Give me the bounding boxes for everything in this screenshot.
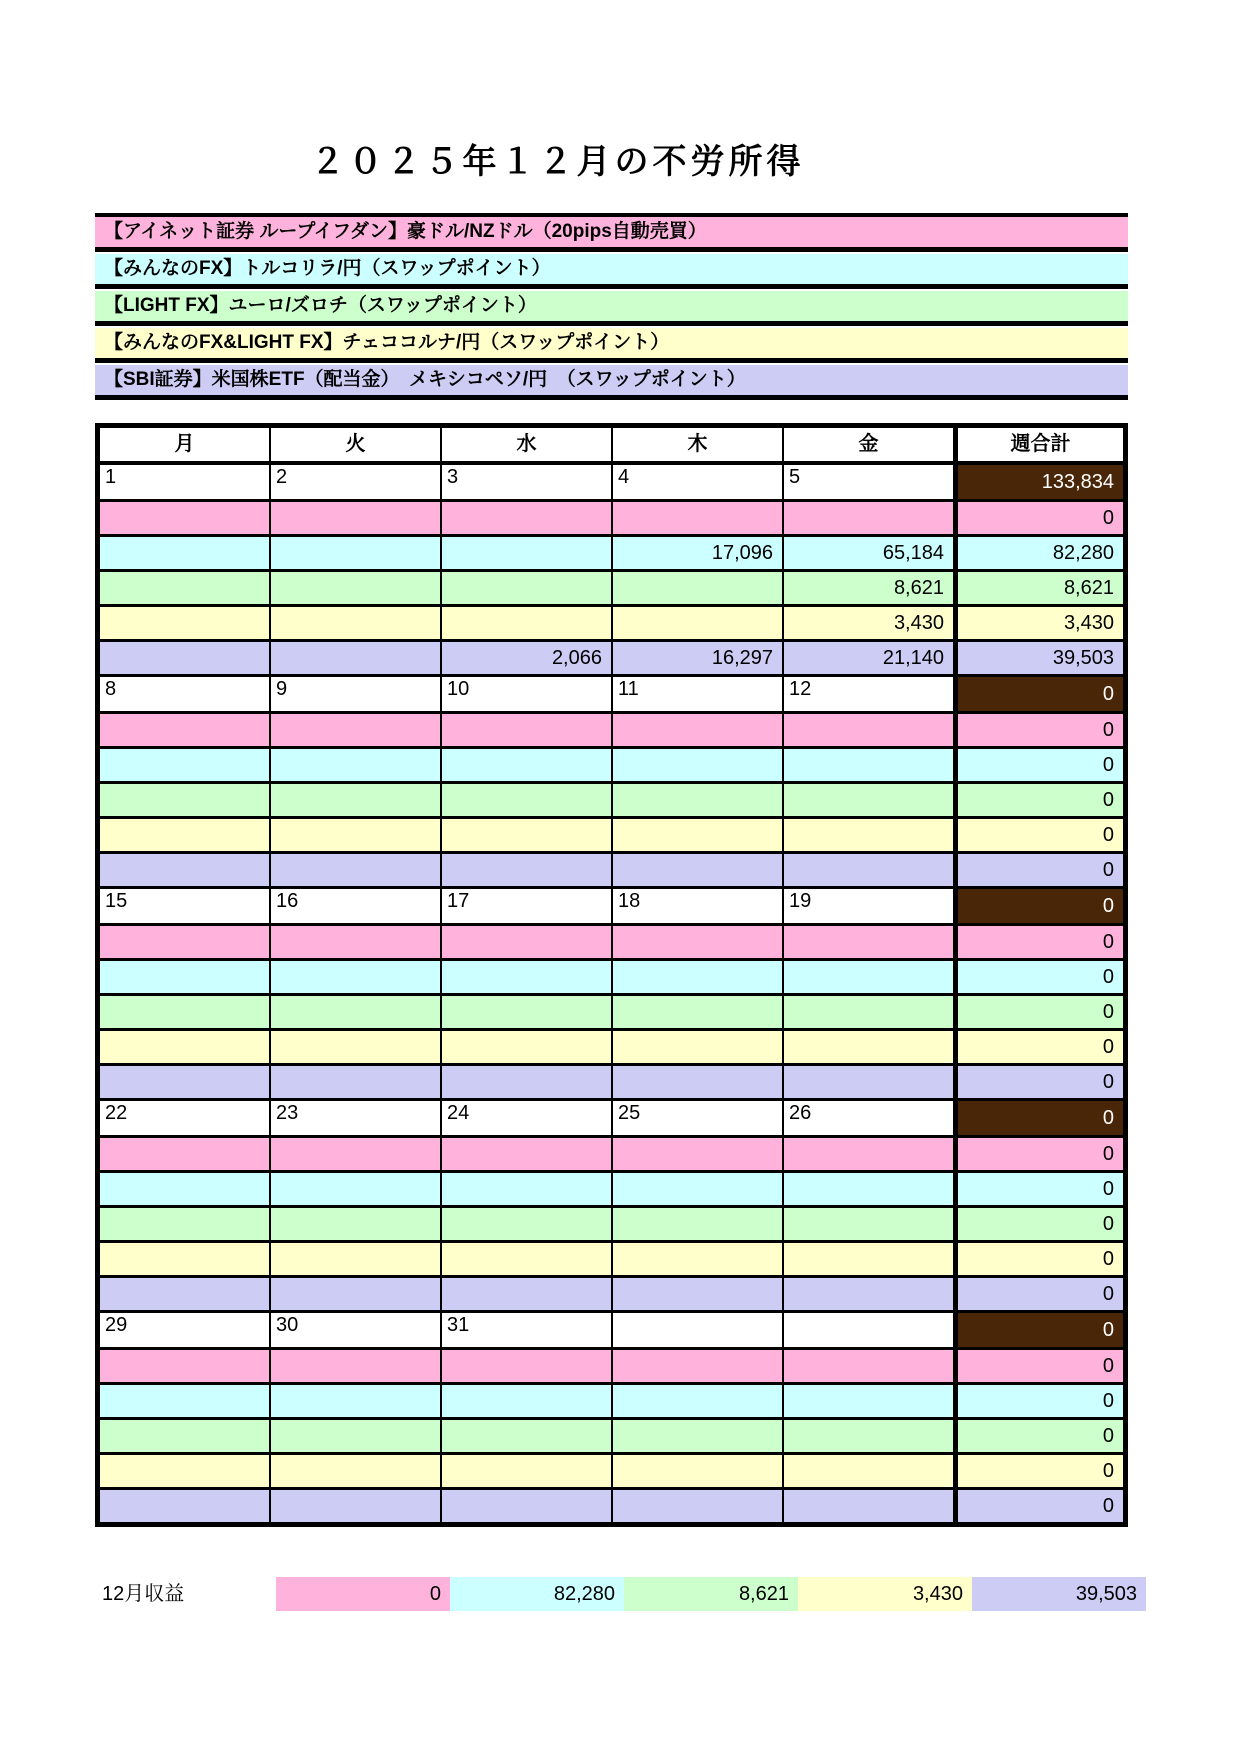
green-value-cell [442,572,613,604]
day-number-cell: 30 [271,1313,442,1347]
week-1-pink-row [100,502,1123,537]
week-total-cell: 0 [955,889,1123,923]
pink-week-total-cell: 0 [955,714,1123,746]
green-value-cell [100,996,271,1028]
purple-value-cell [784,1490,955,1522]
day-number-cell: 31 [442,1313,613,1347]
cyan-value-cell [100,749,271,781]
weekday-header: 木 [613,428,784,461]
purple-week-total-cell: 0 [955,1066,1123,1098]
yellow-value-cell [271,819,442,851]
cyan-week-total-cell: 0 [955,1173,1123,1205]
day-number-cell: 25 [613,1101,784,1135]
day-number-cell: 18 [613,889,784,923]
week-4-pink-row [100,1138,1123,1173]
day-number-cell: 19 [784,889,955,923]
yellow-value-cell [442,819,613,851]
cyan-value-cell [613,1173,784,1205]
yellow-value-cell [784,1243,955,1275]
yellow-value-cell [271,1455,442,1487]
day-number-cell: 22 [100,1101,271,1135]
yellow-value-cell [100,607,271,639]
calendar-header-row [100,428,1123,465]
yellow-value-cell [784,819,955,851]
pink-value-cell [784,1350,955,1382]
week-5-cyan-row [100,1385,1123,1420]
purple-value-cell: 16,297 [613,642,784,674]
month-total-yellow: 3,430 [798,1577,972,1611]
cyan-week-total-cell: 0 [955,1385,1123,1417]
pink-week-total-cell: 0 [955,1138,1123,1170]
day-number-cell [784,1313,955,1347]
cyan-value-cell [271,1385,442,1417]
pink-value-cell [100,1350,271,1382]
week-1-day-row [100,465,1123,502]
yellow-value-cell [613,607,784,639]
week-4-purple-row [100,1278,1123,1313]
week-5-pink-row [100,1350,1123,1385]
week-5-day-row [100,1313,1123,1350]
cyan-value-cell [271,537,442,569]
cyan-week-total-cell: 0 [955,961,1123,993]
day-number-cell: 10 [442,677,613,711]
cyan-value-cell [613,961,784,993]
yellow-value-cell [442,1031,613,1063]
green-week-total-cell: 0 [955,784,1123,816]
week-2-cyan-row [100,749,1123,784]
month-summary-label: 12月収益 [102,1583,185,1605]
yellow-value-cell: 3,430 [784,607,955,639]
green-week-total-cell: 0 [955,996,1123,1028]
day-number-cell [613,1313,784,1347]
cyan-value-cell [613,749,784,781]
weekday-header: 月 [100,428,271,461]
green-value-cell [784,784,955,816]
pink-value-cell [271,1138,442,1170]
calendar-table [95,423,1128,1527]
yellow-value-cell [100,819,271,851]
yellow-week-total-cell: 0 [955,819,1123,851]
green-value-cell [271,784,442,816]
pink-value-cell [613,1350,784,1382]
purple-value-cell [442,1490,613,1522]
green-value-cell [100,1420,271,1452]
week-3-pink-row [100,926,1123,961]
purple-value-cell [784,1066,955,1098]
purple-week-total-cell: 0 [955,1490,1123,1522]
pink-value-cell [442,926,613,958]
cyan-value-cell [784,961,955,993]
cyan-value-cell [271,749,442,781]
pink-value-cell [784,926,955,958]
day-number-cell: 16 [271,889,442,923]
cyan-value-cell [442,961,613,993]
purple-value-cell [613,1278,784,1310]
day-number-cell: 4 [613,465,784,499]
pink-value-cell [613,1138,784,1170]
week-4-green-row [100,1208,1123,1243]
purple-value-cell [271,1066,442,1098]
day-number-cell: 3 [442,465,613,499]
week-total-cell: 0 [955,1313,1123,1347]
green-value-cell [613,1420,784,1452]
cyan-value-cell [271,961,442,993]
pink-value-cell [442,502,613,534]
purple-week-total-cell: 0 [955,1278,1123,1310]
week-4-cyan-row [100,1173,1123,1208]
green-value-cell [613,784,784,816]
pink-value-cell [100,502,271,534]
cyan-value-cell: 17,096 [613,537,784,569]
green-value-cell [442,1208,613,1240]
purple-value-cell [784,854,955,886]
pink-value-cell [271,1350,442,1382]
week-3-purple-row [100,1066,1123,1101]
yellow-value-cell [784,1031,955,1063]
purple-value-cell [100,1066,271,1098]
legend-item-minna-fx-try: 【みんなのFX】トルコリラ/円（スワップポイント） [95,254,1128,289]
purple-week-total-cell: 0 [955,854,1123,886]
pink-week-total-cell: 0 [955,502,1123,534]
day-number-cell: 29 [100,1313,271,1347]
week-total-cell: 133,834 [955,465,1123,499]
week-2-green-row [100,784,1123,819]
weekday-header: 水 [442,428,613,461]
cyan-week-total-cell: 0 [955,749,1123,781]
green-week-total-cell: 0 [955,1208,1123,1240]
pink-value-cell [784,714,955,746]
yellow-value-cell [613,1031,784,1063]
yellow-week-total-cell: 0 [955,1031,1123,1063]
week-4-day-row [100,1101,1123,1138]
pink-value-cell [442,1138,613,1170]
yellow-value-cell [613,819,784,851]
cyan-week-total-cell: 82,280 [955,537,1123,569]
cyan-value-cell [784,749,955,781]
purple-value-cell [442,1278,613,1310]
legend-item-loop-ifudan: 【アイネット証券 ループイフダン】豪ドル/NZドル（20pips自動売買） [95,213,1128,252]
purple-value-cell [613,854,784,886]
purple-week-total-cell: 39,503 [955,642,1123,674]
purple-value-cell [784,1278,955,1310]
purple-value-cell [442,854,613,886]
day-number-cell: 9 [271,677,442,711]
day-number-cell: 11 [613,677,784,711]
week-total-cell: 0 [955,1101,1123,1135]
pink-value-cell [442,714,613,746]
green-value-cell [442,1420,613,1452]
week-total-header: 週合計 [955,428,1123,461]
green-value-cell [100,1208,271,1240]
day-number-cell: 24 [442,1101,613,1135]
pink-value-cell [100,1138,271,1170]
day-number-cell: 12 [784,677,955,711]
green-value-cell: 8,621 [784,572,955,604]
pink-value-cell [100,714,271,746]
green-week-total-cell: 8,621 [955,572,1123,604]
purple-value-cell [442,1066,613,1098]
week-3-yellow-row [100,1031,1123,1066]
pink-value-cell [613,926,784,958]
purple-value-cell [100,1278,271,1310]
yellow-value-cell [271,607,442,639]
month-total-cyan: 82,280 [450,1577,624,1611]
yellow-week-total-cell: 0 [955,1243,1123,1275]
purple-value-cell [271,1278,442,1310]
week-4-yellow-row [100,1243,1123,1278]
week-1-purple-row [100,642,1123,677]
green-value-cell [784,1208,955,1240]
week-5-yellow-row [100,1455,1123,1490]
day-number-cell: 15 [100,889,271,923]
purple-value-cell [271,642,442,674]
week-1-cyan-row [100,537,1123,572]
week-3-cyan-row [100,961,1123,996]
green-value-cell [442,784,613,816]
yellow-value-cell [100,1455,271,1487]
green-value-cell [271,1208,442,1240]
weekday-header: 火 [271,428,442,461]
pink-week-total-cell: 0 [955,926,1123,958]
cyan-value-cell [442,1385,613,1417]
cyan-value-cell [784,1173,955,1205]
green-value-cell [784,996,955,1028]
week-1-green-row [100,572,1123,607]
cyan-value-cell [442,749,613,781]
yellow-value-cell [271,1031,442,1063]
green-week-total-cell: 0 [955,1420,1123,1452]
pink-value-cell [613,714,784,746]
day-number-cell: 2 [271,465,442,499]
cyan-value-cell [100,961,271,993]
green-value-cell [271,996,442,1028]
green-value-cell [784,1420,955,1452]
legend-item-czk: 【みんなのFX&LIGHT FX】チェココルナ/円（スワップポイント） [95,328,1128,363]
green-value-cell [271,1420,442,1452]
yellow-value-cell [271,1243,442,1275]
green-value-cell [442,996,613,1028]
cyan-value-cell [271,1173,442,1205]
yellow-value-cell [613,1455,784,1487]
cyan-value-cell [784,1385,955,1417]
pink-value-cell [271,502,442,534]
green-value-cell [613,996,784,1028]
week-3-green-row [100,996,1123,1031]
month-total-pink: 0 [276,1577,450,1611]
day-number-cell: 5 [784,465,955,499]
month-summary-values [276,1577,1146,1611]
purple-value-cell: 2,066 [442,642,613,674]
pink-value-cell [784,1138,955,1170]
day-number-cell: 1 [100,465,271,499]
week-2-yellow-row [100,819,1123,854]
week-3-day-row [100,889,1123,926]
month-summary-row [95,1577,1146,1611]
green-value-cell [271,572,442,604]
legend-list [95,213,1128,402]
cyan-value-cell [100,1173,271,1205]
purple-value-cell [100,642,271,674]
pink-value-cell [442,1350,613,1382]
yellow-week-total-cell: 3,430 [955,607,1123,639]
pink-value-cell [100,926,271,958]
cyan-value-cell [100,1385,271,1417]
cyan-value-cell: 65,184 [784,537,955,569]
yellow-week-total-cell: 0 [955,1455,1123,1487]
cyan-value-cell [442,1173,613,1205]
weekday-header: 金 [784,428,955,461]
yellow-value-cell [442,1243,613,1275]
cyan-value-cell [442,537,613,569]
pink-value-cell [271,714,442,746]
purple-value-cell [613,1066,784,1098]
purple-value-cell: 21,140 [784,642,955,674]
purple-value-cell [271,1490,442,1522]
calendar-weeks [100,465,1123,1522]
purple-value-cell [100,1490,271,1522]
day-number-cell: 8 [100,677,271,711]
yellow-value-cell [613,1243,784,1275]
yellow-value-cell [442,1455,613,1487]
yellow-value-cell [442,607,613,639]
day-number-cell: 26 [784,1101,955,1135]
month-total-purple: 39,503 [972,1577,1146,1611]
week-total-cell: 0 [955,677,1123,711]
green-value-cell [613,572,784,604]
yellow-value-cell [100,1243,271,1275]
week-2-day-row [100,677,1123,714]
cyan-value-cell [613,1385,784,1417]
pink-value-cell [613,502,784,534]
week-1-yellow-row [100,607,1123,642]
day-number-cell: 17 [442,889,613,923]
purple-value-cell [100,854,271,886]
purple-value-cell [613,1490,784,1522]
green-value-cell [613,1208,784,1240]
cyan-value-cell [100,537,271,569]
green-value-cell [100,784,271,816]
purple-value-cell [271,854,442,886]
yellow-value-cell [100,1031,271,1063]
pink-value-cell [784,502,955,534]
pink-week-total-cell: 0 [955,1350,1123,1382]
week-2-pink-row [100,714,1123,749]
legend-item-sbi-etf-mxn: 【SBI証券】米国株ETF（配当金） メキシコペソ/円 （スワップポイント） [95,365,1128,400]
week-5-purple-row [100,1490,1123,1522]
legend-item-light-fx-eurpln: 【LIGHT FX】ユーロ/ズロチ（スワップポイント） [95,291,1128,326]
month-total-green: 8,621 [624,1577,798,1611]
pink-value-cell [271,926,442,958]
day-number-cell: 23 [271,1101,442,1135]
green-value-cell [100,572,271,604]
page-title: ２０２５年１２月の不労所得 [310,143,805,181]
yellow-value-cell [784,1455,955,1487]
week-2-purple-row [100,854,1123,889]
week-5-green-row [100,1420,1123,1455]
